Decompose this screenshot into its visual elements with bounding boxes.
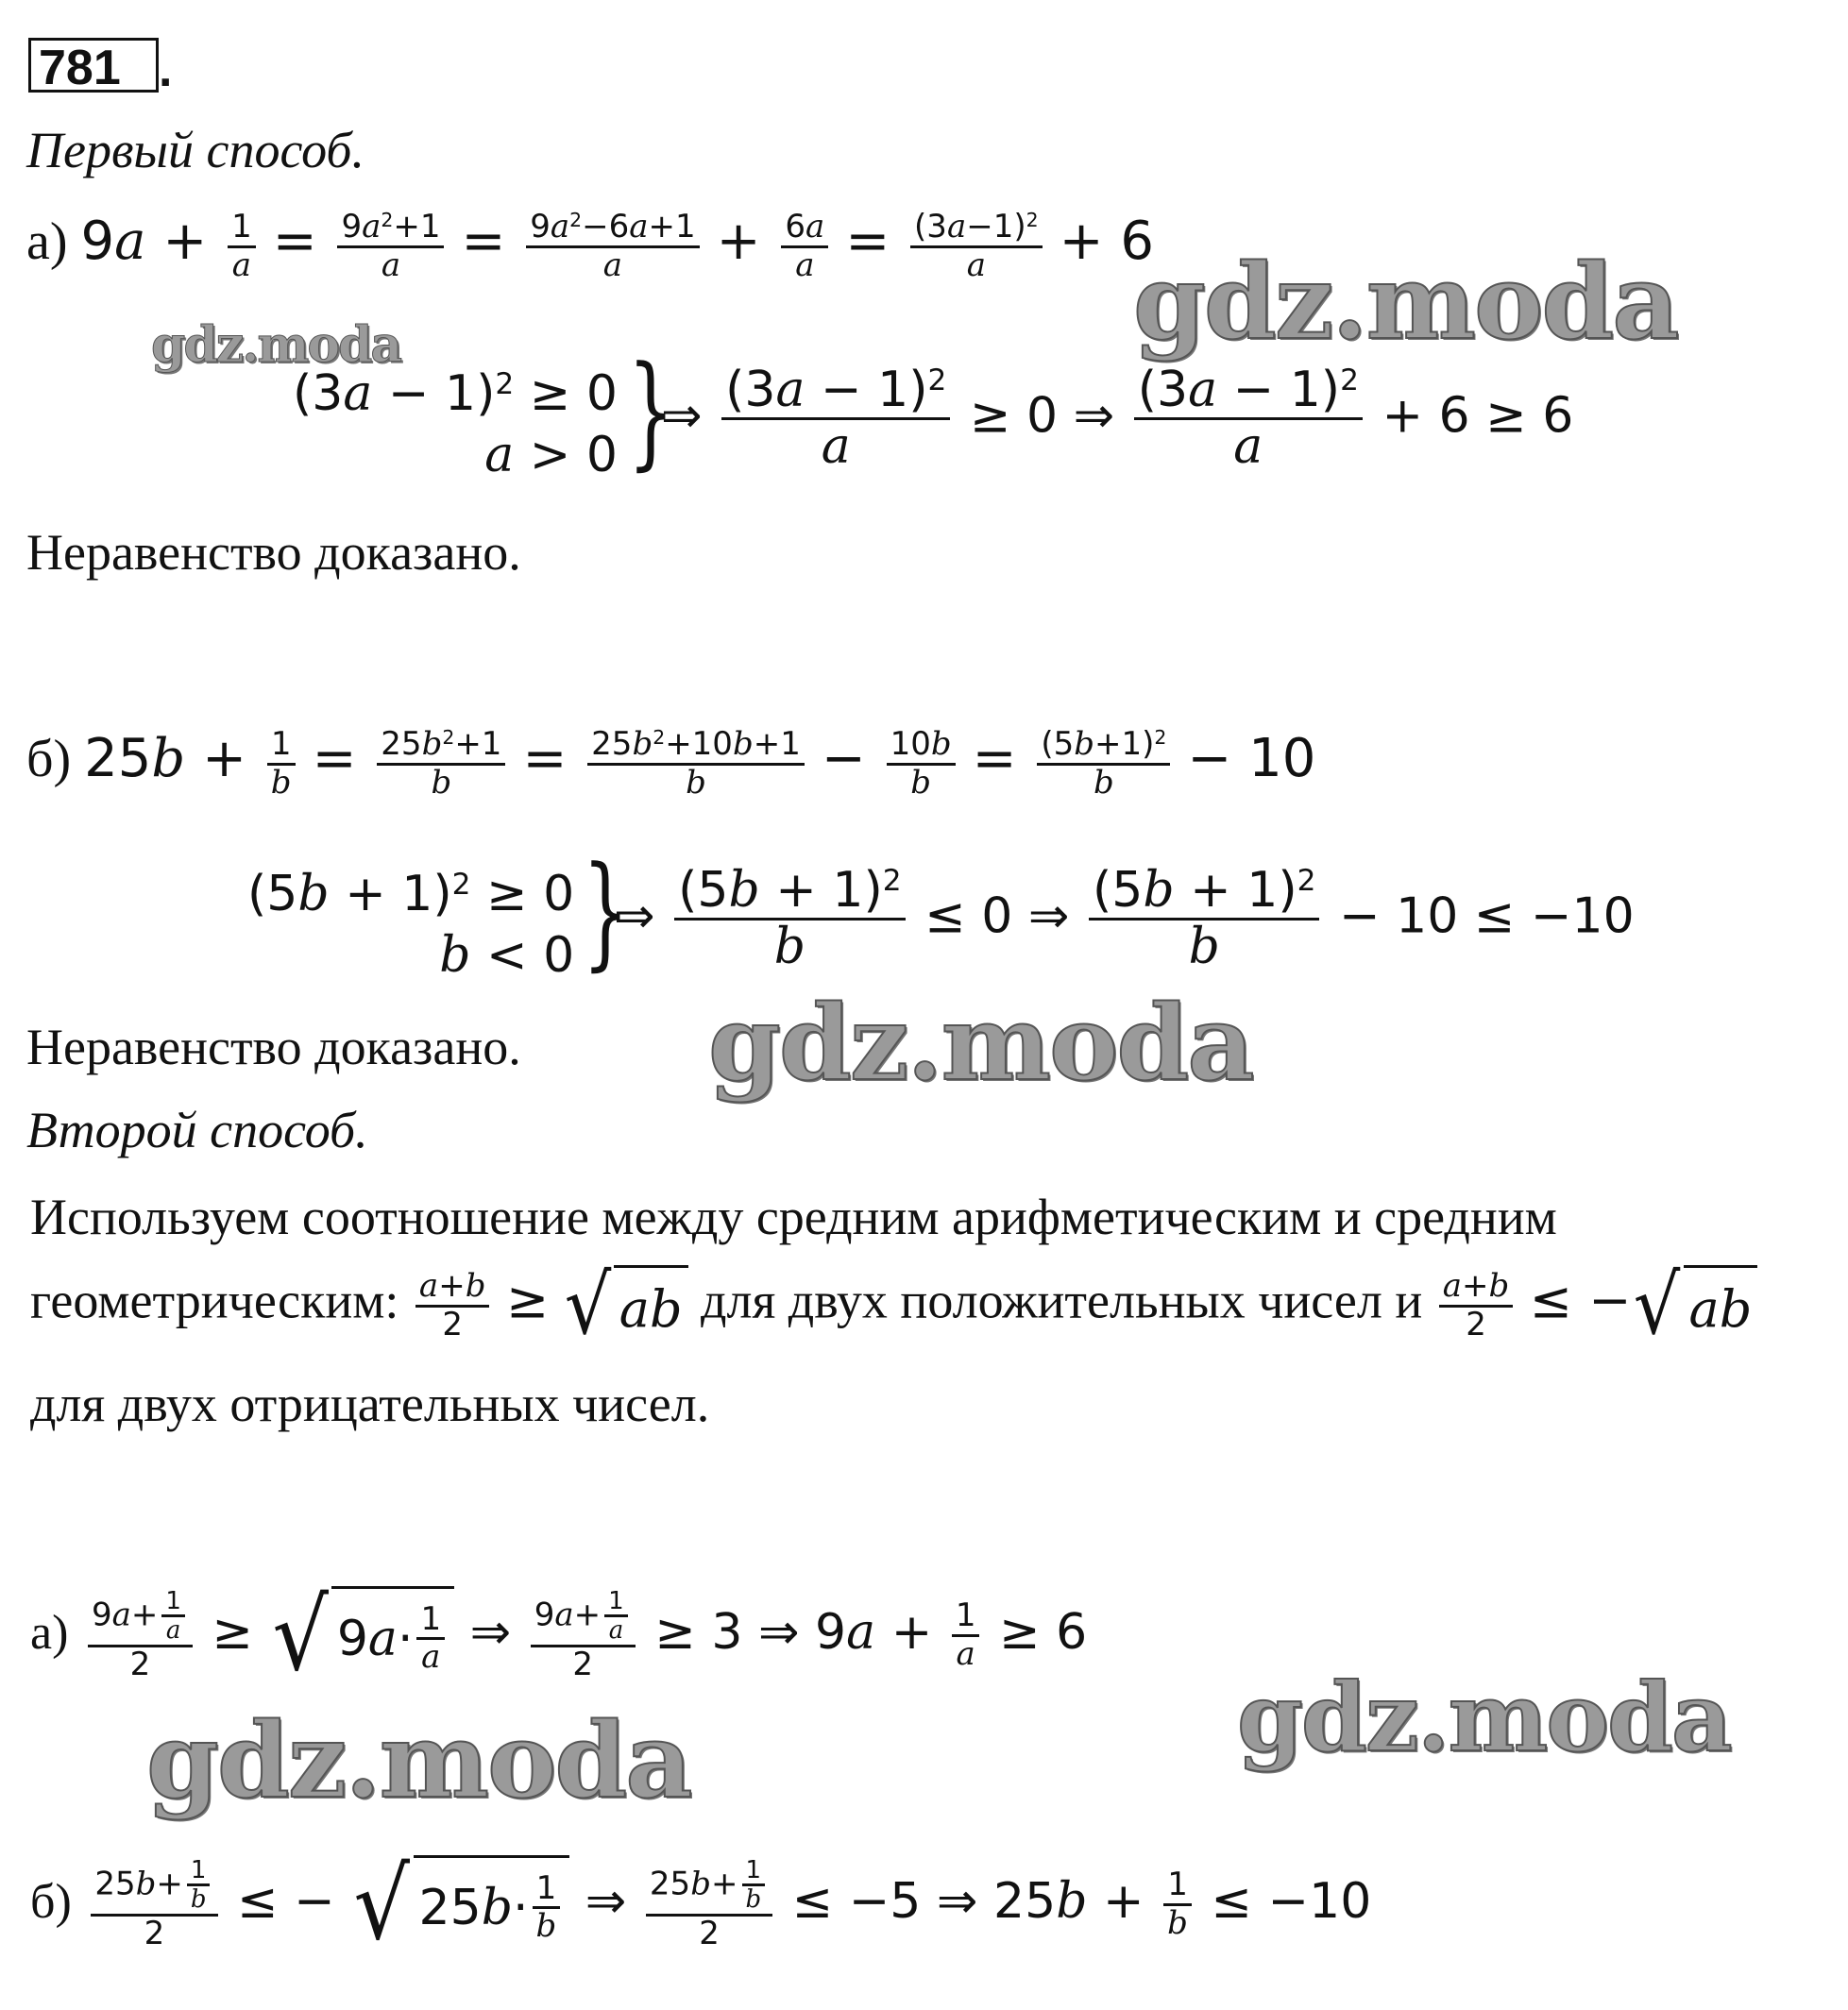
part-b-brace: } bbox=[582, 839, 630, 983]
amgm-text-line3: для двух отрицательных чисел. bbox=[30, 1376, 710, 1432]
part-a-chain: а) 9a + $\frac{1}{a}$ = $\frac{9a^2+1}{a}$ = $\frac{9a^2-6a+1}{a}$ + $\frac{6a}{a}$ = $\frac{(3a-1)^2}{a}$ + 6 bbox=[26, 208, 1154, 284]
part-a-conclusion: ⇒ $\frac{(3a - 1)^2}{a}$ ≥ 0 ⇒ $\frac{(3a - 1)^2}{a}$ + 6 ≥ 6 bbox=[661, 362, 1574, 476]
watermark-5: gdz.moda bbox=[146, 1699, 691, 1821]
part-b-conclusion: ⇒ $\frac{(5b + 1)^2}{b}$ ≤ 0 ⇒ $\frac{(5b + 1)^2}{b}$ − 10 ≤ −10 bbox=[614, 862, 1635, 976]
problem-number: 781 bbox=[28, 38, 159, 93]
part-b-system: $(5b + 1)^2 \ge 0$ b < 0 bbox=[247, 866, 575, 984]
problem-number-dot: . bbox=[159, 42, 173, 97]
method2-part-b: б) 25b+ $\frac{1}{b}$ 2 ≤ − √ 25 b · $\frac{1}{b}$ ⇒ 25b+ $\frac{1}{b}$ 2 ≤ −5 ⇒ 25b + $\frac{1}{b}$ ≤ −10 bbox=[30, 1847, 1372, 1962]
method1-title: Первый способ. bbox=[26, 122, 365, 178]
method2-part-a: а) 9a+ $\frac{1}{a}$ 2 ≥ √ 9 a · $\frac{1}{a}$ ⇒ 9a+ $\frac{1}{a}$ 2 ≥ 3 ⇒ 9a + $\frac{1}{a}$ ≥ 6 bbox=[30, 1578, 1088, 1693]
amgm-text-mid: для двух положительных чисел и bbox=[701, 1272, 1423, 1329]
watermark-2: gdz.moda bbox=[151, 316, 401, 374]
proved-text-b: Неравенство доказано. bbox=[26, 1019, 521, 1075]
amgm-text-pre: геометрическим: bbox=[30, 1272, 399, 1329]
proved-text-a: Неравенство доказано. bbox=[26, 524, 521, 581]
watermark-3: gdz.moda bbox=[708, 982, 1253, 1104]
part-b-chain: б) 25b + $\frac{1}{b}$ = $\frac{25b^2+1}{b}$ = $\frac{25b^2+10b+1}{b}$ − $\frac{10b}{b}$ = $\frac{(5b+1)^2}{b}$ − 10 bbox=[26, 725, 1316, 802]
amgm-text-line1: Используем соотношение между средним арифметическим и средним bbox=[30, 1189, 1557, 1245]
m2-part-a-label: а) bbox=[30, 1606, 69, 1660]
part-b-label: б) bbox=[26, 729, 72, 788]
part-a-label: а) bbox=[26, 211, 68, 271]
watermark-4: gdz.moda bbox=[1237, 1662, 1731, 1773]
watermark-1: gdz.moda bbox=[1133, 241, 1678, 363]
amgm-text-line2: геометрическим: $\frac{a+b}{2}$ ≥ √ ab для двух положительных чисел и $\frac{a+b}{2}$ ≤ − √ ab bbox=[30, 1265, 1757, 1346]
part-a-system: $(3a - 1)^2 \ge 0$ a > 0 bbox=[293, 365, 618, 483]
part-a-brace: } bbox=[627, 339, 675, 482]
m2-part-b-label: б) bbox=[30, 1875, 72, 1929]
method2-title: Второй способ. bbox=[26, 1102, 368, 1158]
